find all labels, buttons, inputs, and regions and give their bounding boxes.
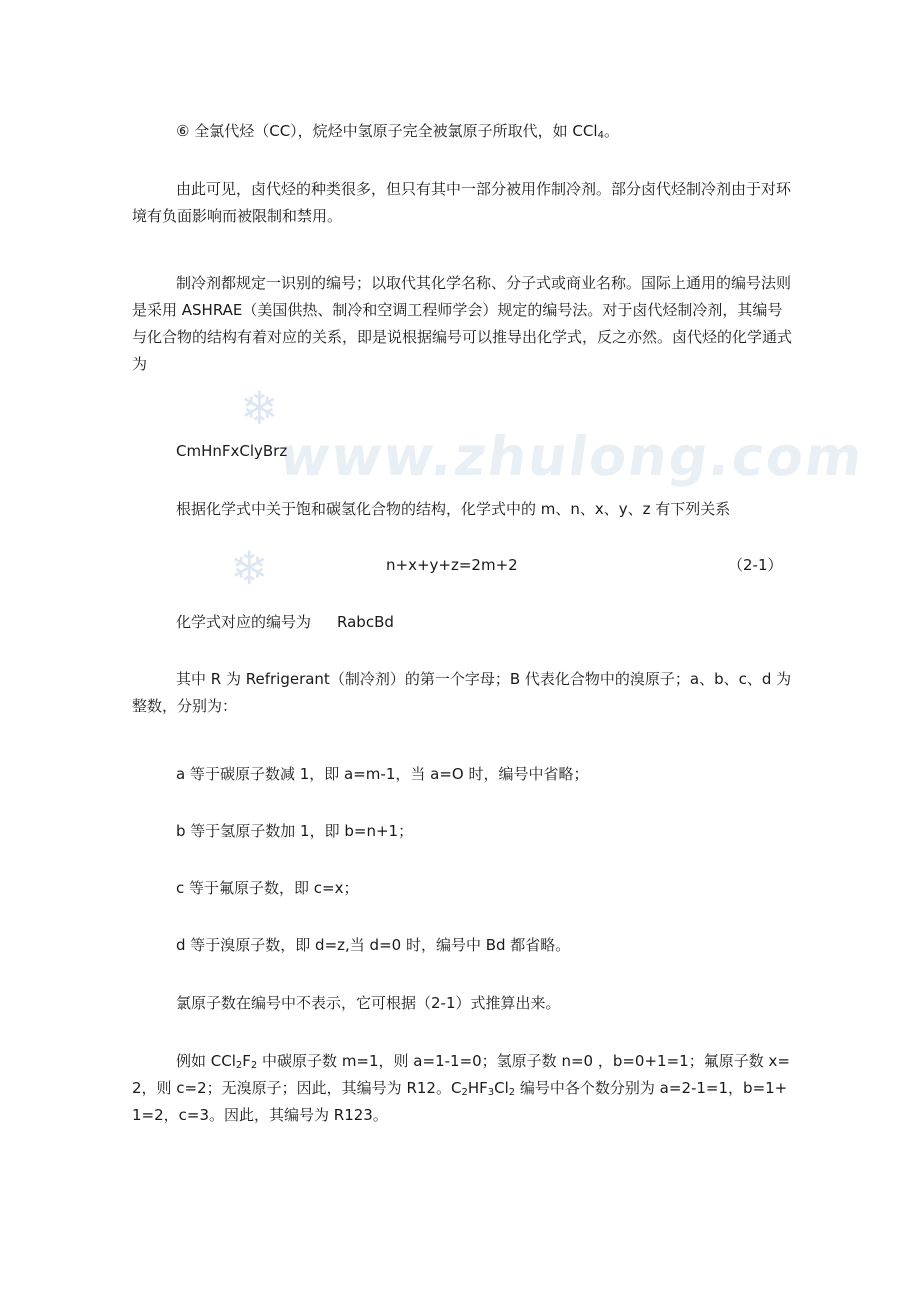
paragraph-relation: 根据化学式中关于饱和碳氢化合物的结构，化学式中的 m、n、x、y、z 有下列关系 xyxy=(176,500,731,518)
subscript: 2 xyxy=(235,1060,243,1071)
paragraph-text: 编号中各个数分别为 a=2-1=1，b=1+1=2，c=3。因此，其编号为 R123。 xyxy=(132,1079,788,1124)
subscript: 2 xyxy=(461,1087,468,1098)
paragraph-perchloro xyxy=(176,118,619,145)
paragraph-text: HF xyxy=(467,1079,488,1097)
paragraph-text: 。 xyxy=(603,122,619,140)
subscript: 2 xyxy=(250,1060,258,1071)
equation-number: （2-1） xyxy=(728,556,783,574)
rule-a: a 等于碳原子数减 1，即 a=m-1，当 a=O 时，编号中省略； xyxy=(176,765,589,783)
paragraph-types: 由此可见，卤代烃的种类很多，但只有其中一部分被用作制冷剂。部分卤代烃制冷剂由于对环境有负面影响而被限制和禁用。 xyxy=(132,180,792,225)
paragraph-example xyxy=(132,1048,792,1129)
general-formula: CmHnFxClyBrz xyxy=(176,442,288,460)
subscript: 2 xyxy=(508,1087,516,1098)
paragraph-code xyxy=(176,609,394,636)
paragraph-text: 中碳原子数 m=1，则 a=1-1=0；氢原子数 n=0 ，b=0+1=1；氟原子数 x=2，则 c=2；无溴原子；因此，其编号为 R12。C xyxy=(132,1052,790,1097)
subscript: 3 xyxy=(487,1087,495,1098)
rule-b: b 等于氢原子数加 1，即 b=n+1； xyxy=(176,822,414,840)
paragraph-text: Cl xyxy=(494,1079,509,1097)
paragraph-text: F xyxy=(242,1052,251,1070)
watermark-text: www.zhulong.com xyxy=(275,425,869,488)
paragraph-definition: 其中 R 为 Refrigerant（制冷剂）的第一个字母；B 代表化合物中的溴原子；a、b、c、d 为整数，分别为： xyxy=(132,670,792,715)
paragraph-text: 例如 CCl xyxy=(176,1052,236,1070)
paragraph-chlorine: 氯原子数在编号中不表示，它可根据（2-1）式推算出来。 xyxy=(176,994,561,1012)
rule-d: d 等于溴原子数，即 d=z,当 d=0 时，编号中 Bd 都省略。 xyxy=(176,936,571,954)
subscript: 4 xyxy=(597,130,604,141)
snowflake-icon: ❄ xyxy=(240,381,279,435)
equation: n+x+y+z=2m+2 xyxy=(386,556,518,574)
rule-c: c 等于氟原子数，即 c=x； xyxy=(176,879,359,897)
paragraph-text: 化学式对应的编号为 xyxy=(176,613,312,631)
paragraph-text: ⑥ 全氯代烃（CC），烷烃中氢原子完全被氯原子所取代，如 CCl xyxy=(176,122,598,140)
paragraph-numbering: 制冷剂都规定一识别的编号；以取代其化学名称、分子式或商业名称。国际上通用的编号法则是采用 ASHRAE（美国供热、制冷和空调工程师学会）规定的编号法。对于卤代烃制冷剂，其编号与化合物的结构有着对应的关系，即是说根据编号可以推导出化学式，反之亦然。卤代烃的化学通式为 xyxy=(132,274,793,373)
snowflake-icon: ❄ xyxy=(230,541,269,595)
code-text: RabcBd xyxy=(337,613,394,631)
